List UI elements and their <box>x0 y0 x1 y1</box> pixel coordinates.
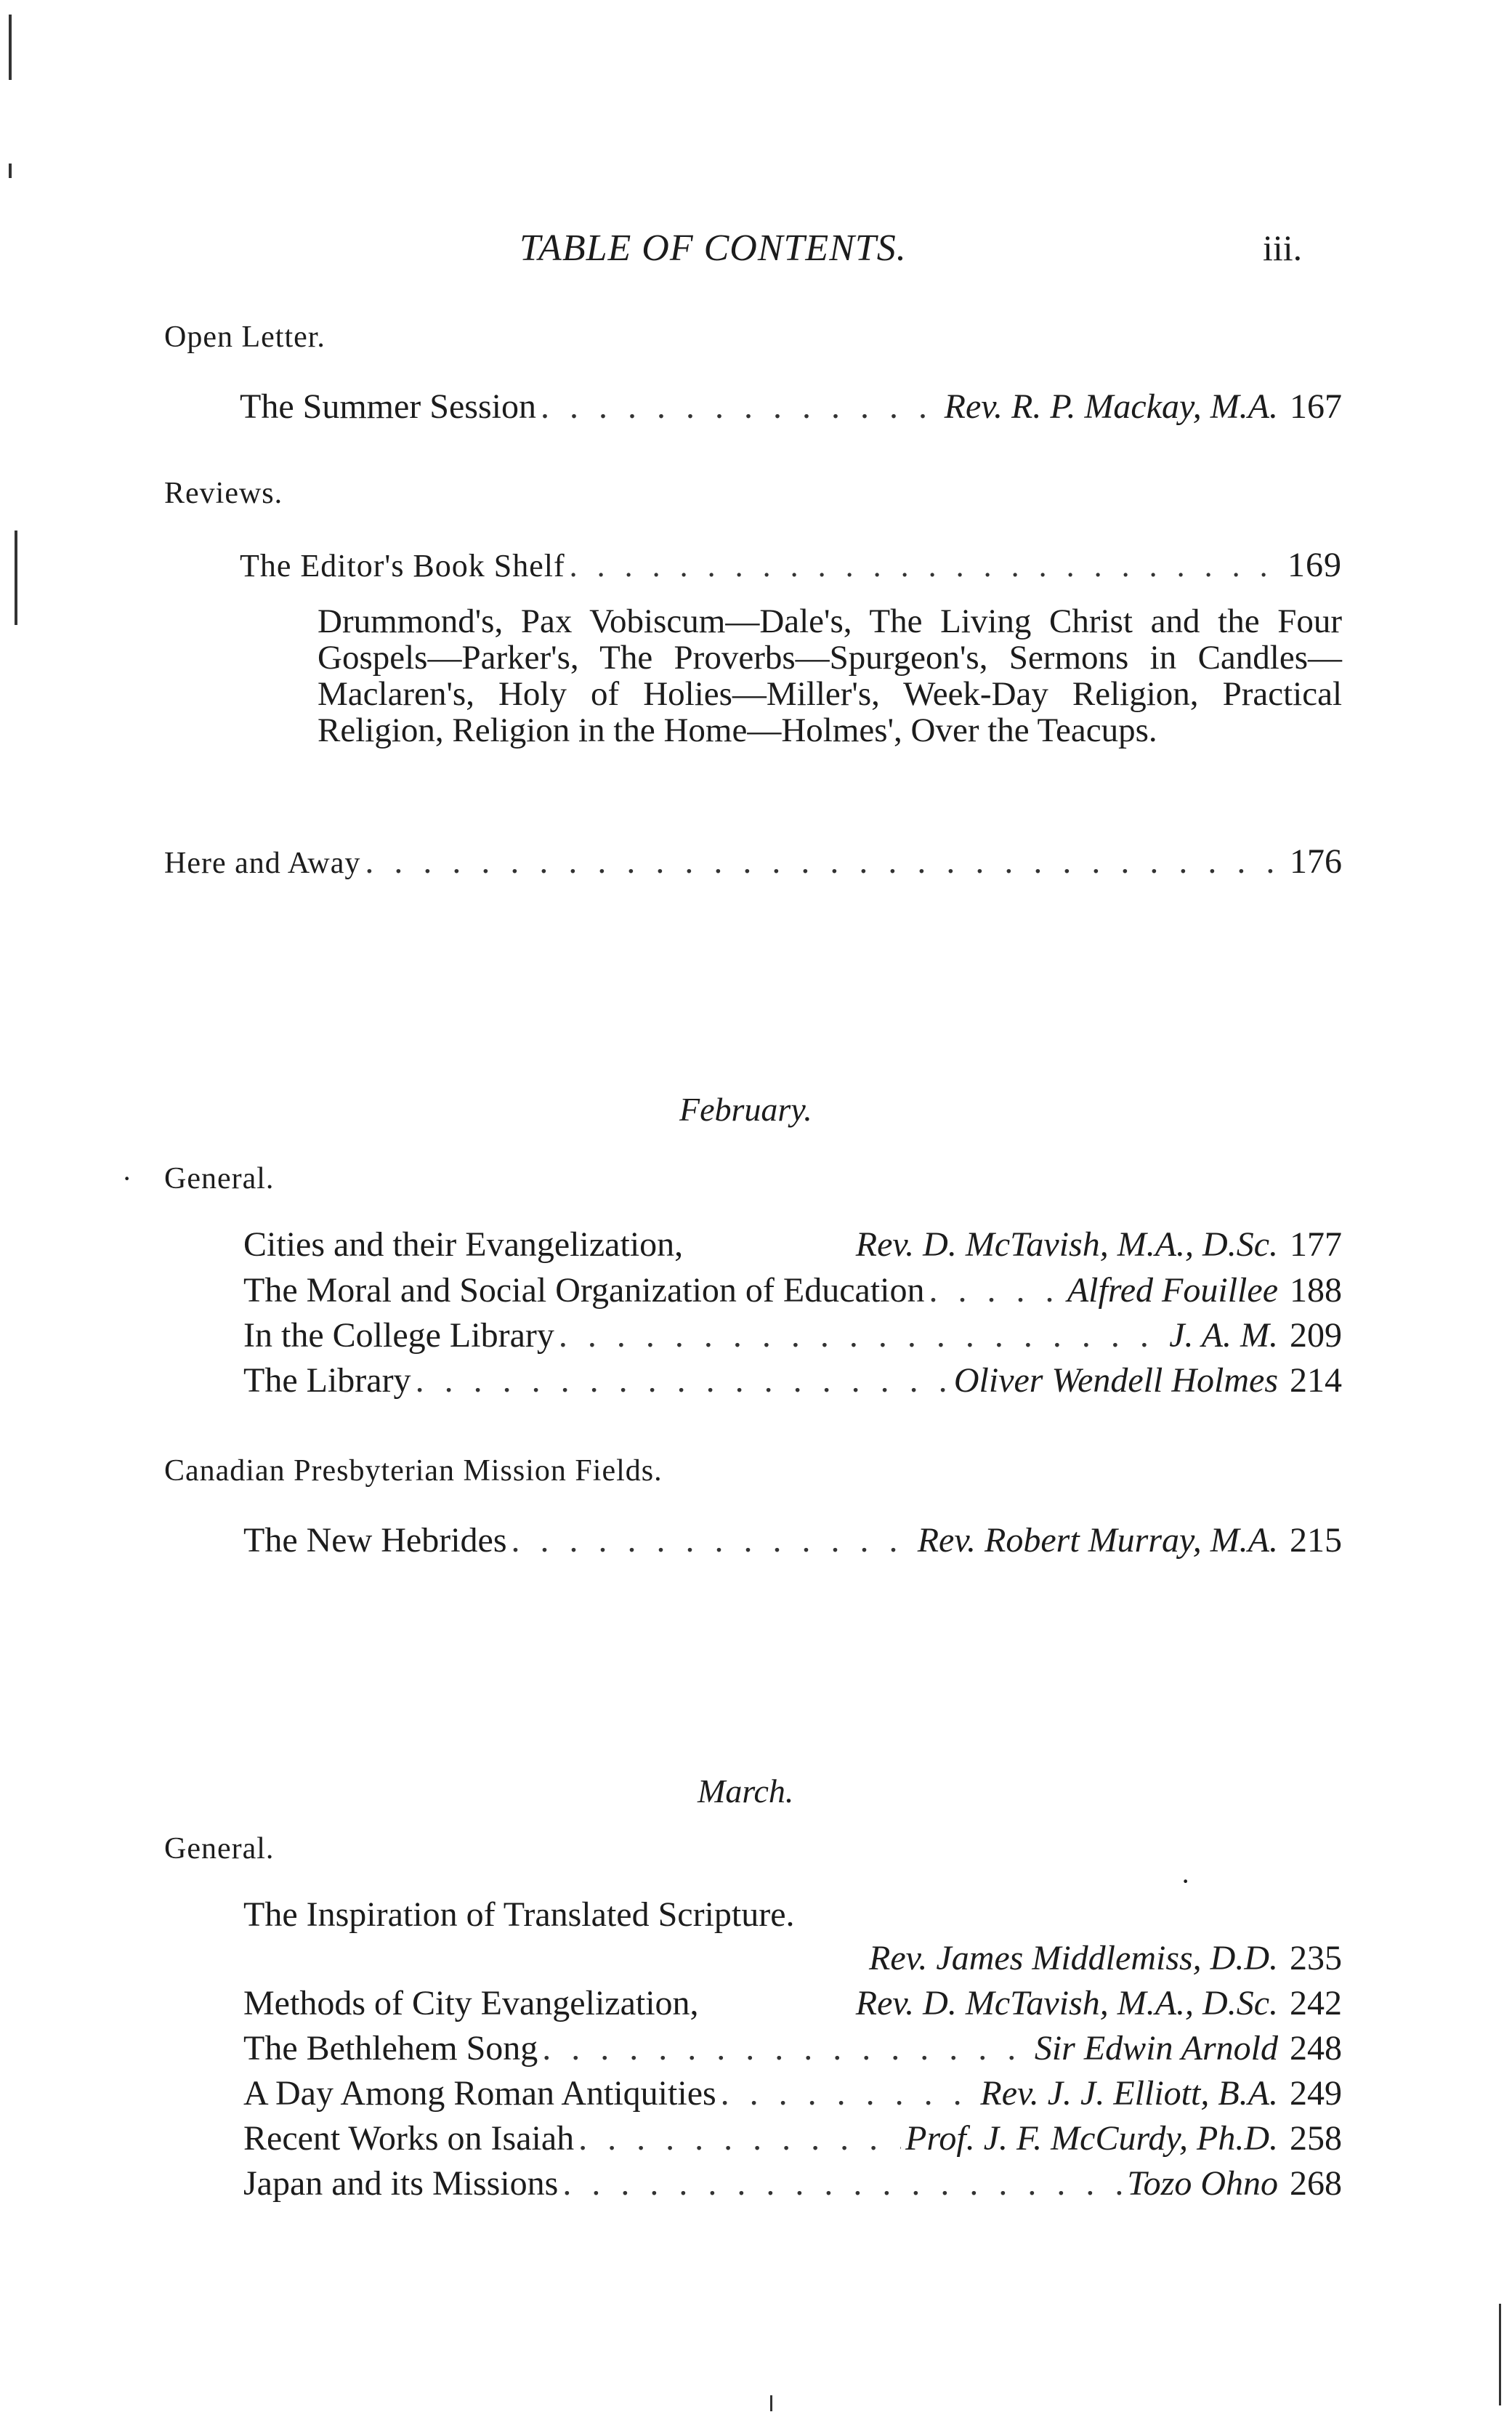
section-heading: Open Letter. <box>164 320 326 354</box>
stray-dot: · <box>1181 1865 1191 1897</box>
entry-title: In the College Library <box>243 1316 554 1355</box>
leader-dots <box>721 2073 977 2113</box>
entry-page: 242 <box>1290 1984 1342 2022</box>
leader-dots <box>929 1270 1063 1310</box>
entry-title: Methods of City Evangelization, <box>243 1984 699 2022</box>
entry-description: Drummond's, Pax Vobiscum—Dale's, The Living Christ and the Four Gospels—Parker's, The Proverbs—Spurgeon's, Sermons in Candles—Maclaren's, Holy of Holies—Miller's, Week-Day Religion, Practical Religion, Religion in the Home—Holmes', Over the Teacups. <box>318 602 1342 749</box>
entry-title: The Bethlehem Song <box>243 2029 538 2068</box>
entry-author: Rev. D. McTavish, M.A., D.Sc. <box>855 1984 1278 2022</box>
toc-entry <box>243 2118 1342 2158</box>
toc-entry <box>243 1315 1342 1355</box>
entry-author: Sir Edwin Arnold <box>1034 2029 1278 2068</box>
leader-dots <box>512 1520 913 1560</box>
entry-title: Cities and their Evangelization, <box>243 1225 684 1264</box>
scan-mark <box>9 164 12 178</box>
entry-author: Tozo Ohno <box>1127 2164 1278 2203</box>
scan-mark <box>15 531 17 625</box>
entry-page: 177 <box>1290 1225 1342 1264</box>
page-numeral: iii. <box>1263 227 1303 268</box>
entry-author: Alfred Fouillee <box>1067 1271 1278 1310</box>
section-heading: Reviews. <box>164 477 283 510</box>
toc-entry <box>243 1983 1342 2023</box>
entry-page: 167 <box>1290 387 1342 426</box>
toc-entry <box>240 545 1342 585</box>
entry-author: Rev. Robert Murray, M.A. <box>917 1521 1278 1560</box>
entry-page: 249 <box>1290 2074 1342 2113</box>
entry-title: The Moral and Social Organization of Education <box>243 1271 925 1310</box>
entry-page: 268 <box>1290 2164 1342 2203</box>
entry-page: 215 <box>1290 1521 1342 1560</box>
toc-entry <box>164 842 1342 882</box>
leader-dots <box>416 1360 950 1400</box>
toc-entry <box>240 387 1342 427</box>
entry-author: Prof. J. F. McCurdy, Ph.D. <box>905 2119 1278 2158</box>
section-heading: Canadian Presbyterian Mission Fields. <box>164 1454 663 1488</box>
entry-author: Oliver Wendell Holmes <box>953 1361 1278 1400</box>
leader-dots <box>559 1315 1165 1355</box>
entry-page: 176 <box>1290 842 1342 881</box>
toc-entry <box>243 1225 1342 1265</box>
entry-title: The Summer Session <box>240 387 536 426</box>
leader-dots <box>570 547 1274 584</box>
entry-title: The Inspiration of Translated Scripture. <box>243 1895 795 1934</box>
entry-page: 209 <box>1290 1316 1342 1355</box>
bullet-mark: · <box>122 1162 132 1195</box>
entry-title: The Library <box>243 1361 411 1400</box>
entry-author: Rev. D. McTavish, M.A., D.Sc. <box>855 1225 1278 1264</box>
scan-mark <box>9 15 12 80</box>
toc-entry <box>243 2073 1342 2113</box>
entry-title: Recent Works on Isaiah <box>243 2119 575 2158</box>
section-heading: Here and Away <box>164 847 361 880</box>
leader-dots <box>542 2028 1030 2068</box>
toc-entry <box>243 2163 1342 2203</box>
leader-dots <box>578 2118 901 2158</box>
toc-entry <box>243 1895 1342 1935</box>
toc-entry <box>243 1520 1342 1560</box>
entry-author: Rev. R. P. Mackay, M.A. <box>944 387 1278 426</box>
entry-title: The New Hebrides <box>243 1521 507 1560</box>
toc-entry <box>243 1270 1342 1310</box>
entry-page: 188 <box>1290 1271 1342 1310</box>
entry-author: Rev. James Middlemiss, D.D. <box>869 1939 1278 1977</box>
month-heading: March. <box>698 1772 794 1810</box>
entry-page: 235 <box>1290 1939 1342 1977</box>
entry-title: Japan and its Missions <box>243 2164 559 2203</box>
entry-page: 169 <box>1287 546 1342 584</box>
leader-dots <box>562 2163 1123 2203</box>
entry-title: A Day Among Roman Antiquities <box>243 2074 716 2113</box>
running-head-title: TABLE OF CONTENTS. <box>520 227 907 269</box>
toc-entry <box>243 2028 1342 2068</box>
scan-mark <box>1499 2304 1501 2405</box>
entry-page: 258 <box>1290 2119 1342 2158</box>
leader-dots <box>365 842 1274 882</box>
scan-mark <box>770 2395 772 2411</box>
leader-dots <box>541 387 940 427</box>
entry-title: The Editor's Book Shelf <box>240 548 565 584</box>
section-heading: General. <box>164 1162 275 1195</box>
section-heading: General. <box>164 1832 275 1866</box>
entry-author: J. A. M. <box>1169 1316 1278 1355</box>
month-heading: February. <box>679 1091 812 1128</box>
entry-page: 214 <box>1290 1361 1342 1400</box>
entry-author: Rev. J. J. Elliott, B.A. <box>980 2074 1278 2113</box>
toc-entry <box>243 1360 1342 1400</box>
toc-entry-author-line <box>243 1938 1342 1978</box>
entry-page: 248 <box>1290 2029 1342 2068</box>
